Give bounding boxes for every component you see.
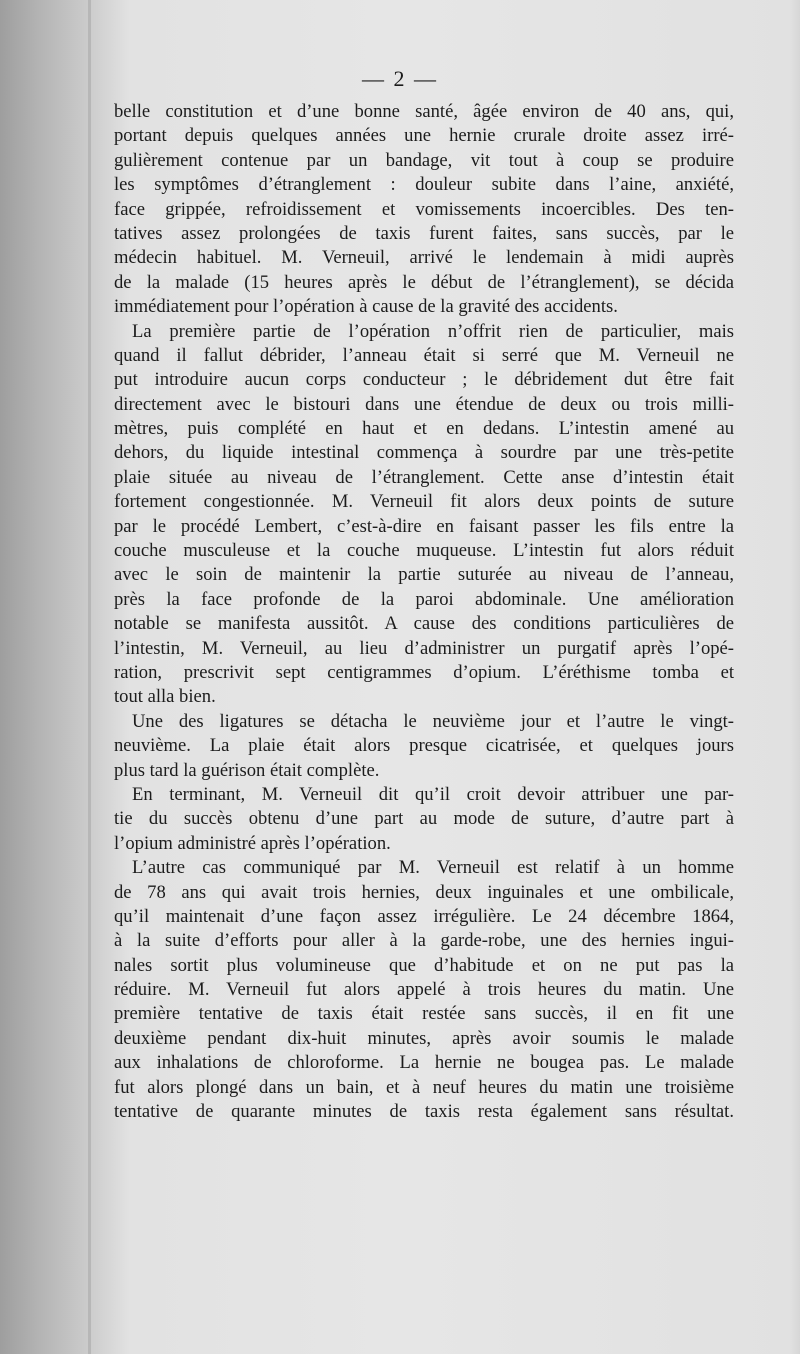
- text-line: près la face profonde de la paroi abdominale. Une amélioration: [114, 588, 734, 610]
- paragraph: [114, 783, 734, 856]
- text-line: les symptômes d’étranglement : douleur subite dans l’aine, anxiété,: [114, 174, 734, 196]
- text-line: notable se manifesta aussitôt. A cause des conditions particulières de: [114, 613, 734, 635]
- text-line: de 78 ans qui avait trois hernies, deux inguinales et une ombilicale,: [114, 881, 734, 903]
- text-line: directement avec le bistouri dans une étendue de deux ou trois milli-: [114, 393, 734, 415]
- text-line: ration, prescrivit sept centigrammes d’opium. L’éréthisme tomba et: [114, 661, 734, 683]
- text-line: tatives assez prolongées de taxis furent faites, sans succès, par le: [114, 222, 734, 244]
- text-line: put introduire aucun corps conducteur ; le débridement dut être fait: [114, 369, 734, 391]
- text-line: L’autre cas communiqué par M. Verneuil est relatif à un homme: [132, 857, 734, 879]
- text-line: fortement congestionnée. M. Verneuil fit alors deux points de suture: [114, 491, 734, 513]
- page-edge-shadow: [88, 0, 91, 1354]
- paragraph: [114, 100, 734, 320]
- text-line: dehors, du liquide intestinal commença à sourdre par une très-petite: [114, 442, 734, 464]
- text-line: médecin habituel. M. Verneuil, arrivé le lendemain à midi auprès: [114, 247, 734, 269]
- text-line: réduire. M. Verneuil fut alors appelé à trois heures du matin. Une: [114, 979, 734, 1001]
- text-line: à la suite d’efforts pour aller à la garde-robe, une des hernies ingui-: [114, 930, 734, 952]
- text-line: mètres, puis complété en haut et en dedans. L’intestin amené au: [114, 418, 734, 440]
- text-line: Une des ligatures se détacha le neuvième jour et l’autre le vingt-: [132, 710, 734, 732]
- text-line: tout alla bien.: [114, 686, 216, 708]
- text-line: neuvième. La plaie était alors presque cicatrisée, et quelques jours: [114, 735, 734, 757]
- text-line: tentative de quarante minutes de taxis resta également sans résultat.: [114, 1101, 734, 1123]
- text-line: deuxième pendant dix-huit minutes, après avoir soumis le malade: [114, 1027, 734, 1049]
- text-line: l’opium administré après l’opération.: [114, 832, 391, 854]
- text-line: couche musculeuse et la couche muqueuse. L’intestin fut alors réduit: [114, 540, 734, 562]
- text-line: fut alors plongé dans un bain, et à neuf heures du matin une troisième: [114, 1076, 734, 1098]
- page-number: — 2 —: [362, 66, 438, 91]
- text-line: plus tard la guérison était complète.: [114, 759, 380, 781]
- text-line: immédiatement pour l’opération à cause de la gravité des accidents.: [114, 296, 618, 318]
- text-line: aux inhalations de chloroforme. La hernie ne bougea pas. Le malade: [114, 1052, 734, 1074]
- text-line: belle constitution et d’une bonne santé, âgée environ de 40 ans, qui,: [114, 101, 734, 122]
- text-line: En terminant, M. Verneuil dit qu’il croit devoir attribuer une par-: [132, 783, 734, 805]
- text-line: quand il fallut débrider, l’anneau était si serré que M. Verneuil ne: [114, 344, 734, 366]
- text-line: La première partie de l’opération n’offrit rien de particulier, mais: [132, 320, 734, 342]
- text-line: de la malade (15 heures après le début de l’étranglement), se décida: [114, 271, 734, 293]
- text-line: par le procédé Lembert, c’est-à-dire en faisant passer les fils entre la: [114, 515, 734, 537]
- text-line: première tentative de taxis était restée sans succès, il en fit une: [114, 1003, 734, 1025]
- paragraph: [114, 856, 734, 1124]
- text-line: face grippée, refroidissement et vomissements incoercibles. Des ten-: [114, 198, 734, 220]
- paragraph: [114, 710, 734, 783]
- text-line: tie du succès obtenu d’une part au mode de suture, d’autre part à: [114, 808, 734, 830]
- text-line: gulièrement contenue par un bandage, vit tout à coup se produire: [114, 149, 734, 171]
- text-line: qu’il maintenait d’une façon assez irrégulière. Le 24 décembre 1864,: [114, 905, 734, 927]
- text-line: nales sortit plus volumineuse que d’habitude et on ne put pas la: [114, 954, 734, 976]
- text-line: portant depuis quelques années une hernie crurale droite assez irré-: [114, 125, 734, 147]
- text-line: avec le soin de maintenir la partie suturée au niveau de l’anneau,: [114, 564, 734, 586]
- text-line: plaie située au niveau de l’étranglement. Cette anse d’intestin était: [114, 466, 734, 488]
- paragraph: [114, 320, 734, 710]
- body-text: [114, 100, 734, 1124]
- text-line: l’intestin, M. Verneuil, au lieu d’administrer un purgatif après l’opé-: [114, 637, 734, 659]
